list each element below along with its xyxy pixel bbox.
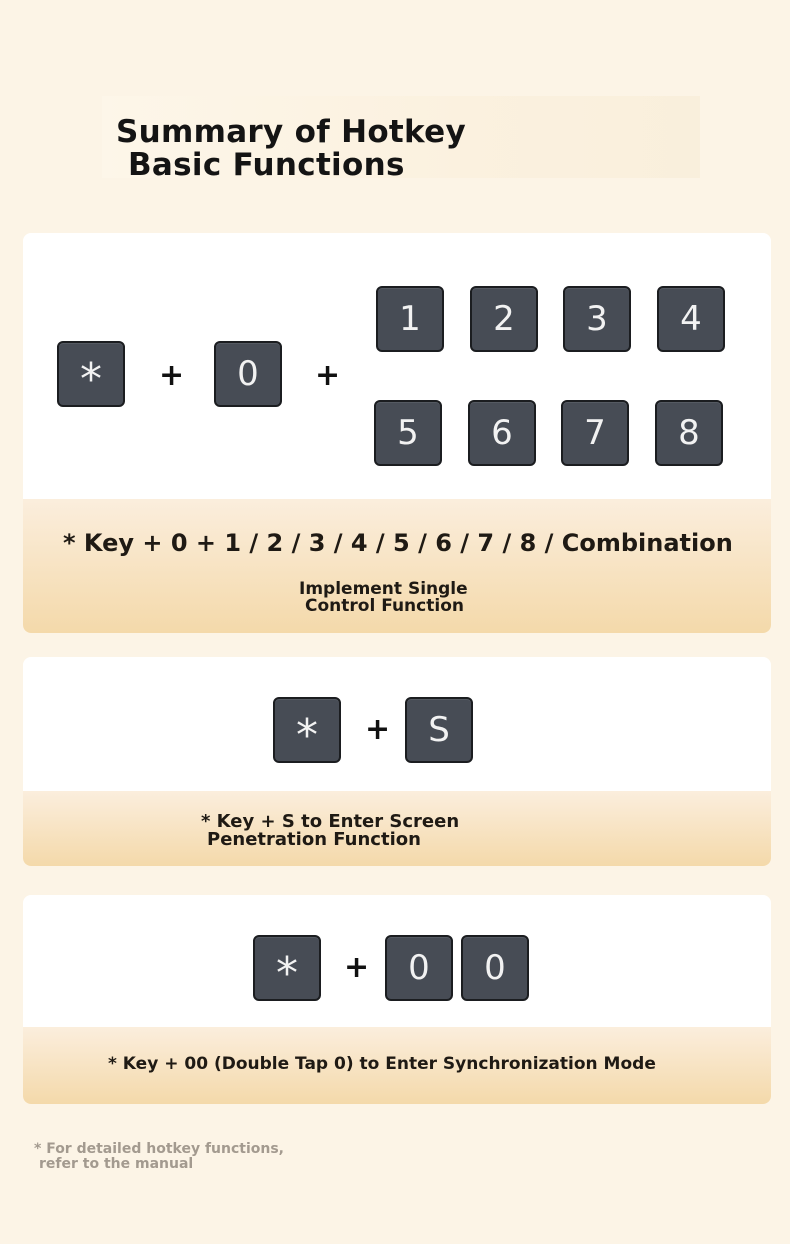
plus-sign: + — [159, 358, 185, 393]
key-8: 8 — [655, 400, 723, 466]
key-star: * — [273, 697, 341, 763]
key-star: * — [253, 935, 321, 1001]
description-line-2: Control Function — [305, 596, 464, 616]
key-3: 3 — [563, 286, 631, 352]
plus-sign: + — [344, 950, 370, 985]
description-line-1: * Key + S to Enter Screen — [201, 811, 460, 832]
plus-sign: + — [365, 712, 391, 747]
key-s: S — [405, 697, 473, 763]
description-text — [201, 813, 459, 849]
description-text — [299, 581, 468, 615]
key-2: 2 — [470, 286, 538, 352]
footnote-line-2: refer to the manual — [39, 1156, 194, 1172]
key-6: 6 — [468, 400, 536, 466]
key-0: 0 — [214, 341, 282, 407]
key-7: 7 — [561, 400, 629, 466]
key-0: 0 — [385, 935, 453, 1001]
key-1: 1 — [376, 286, 444, 352]
key-5: 5 — [374, 400, 442, 466]
description-text: * Key + 00 (Double Tap 0) to Enter Synchronization Mode — [108, 1054, 656, 1074]
key-star: * — [57, 341, 125, 407]
footnote-line-1: * For detailed hotkey functions, — [34, 1141, 284, 1157]
description-line-1: Implement Single — [299, 579, 468, 599]
title-line-2: Basic Functions — [128, 147, 405, 183]
hotkey-card-synchronization — [23, 895, 771, 1104]
description-line-2: Penetration Function — [207, 829, 421, 850]
combination-text: * Key + 0 + 1 / 2 / 3 / 4 / 5 / 6 / 7 / 8 / Combination — [63, 529, 733, 557]
title-line-1: Summary of Hotkey — [116, 114, 466, 150]
hotkey-card-screen-penetration — [23, 657, 771, 866]
hotkey-card-single-control — [23, 233, 771, 633]
key-0-second: 0 — [461, 935, 529, 1001]
footnote — [34, 1142, 284, 1172]
page-title — [116, 116, 466, 182]
plus-sign: + — [315, 358, 341, 393]
key-4: 4 — [657, 286, 725, 352]
